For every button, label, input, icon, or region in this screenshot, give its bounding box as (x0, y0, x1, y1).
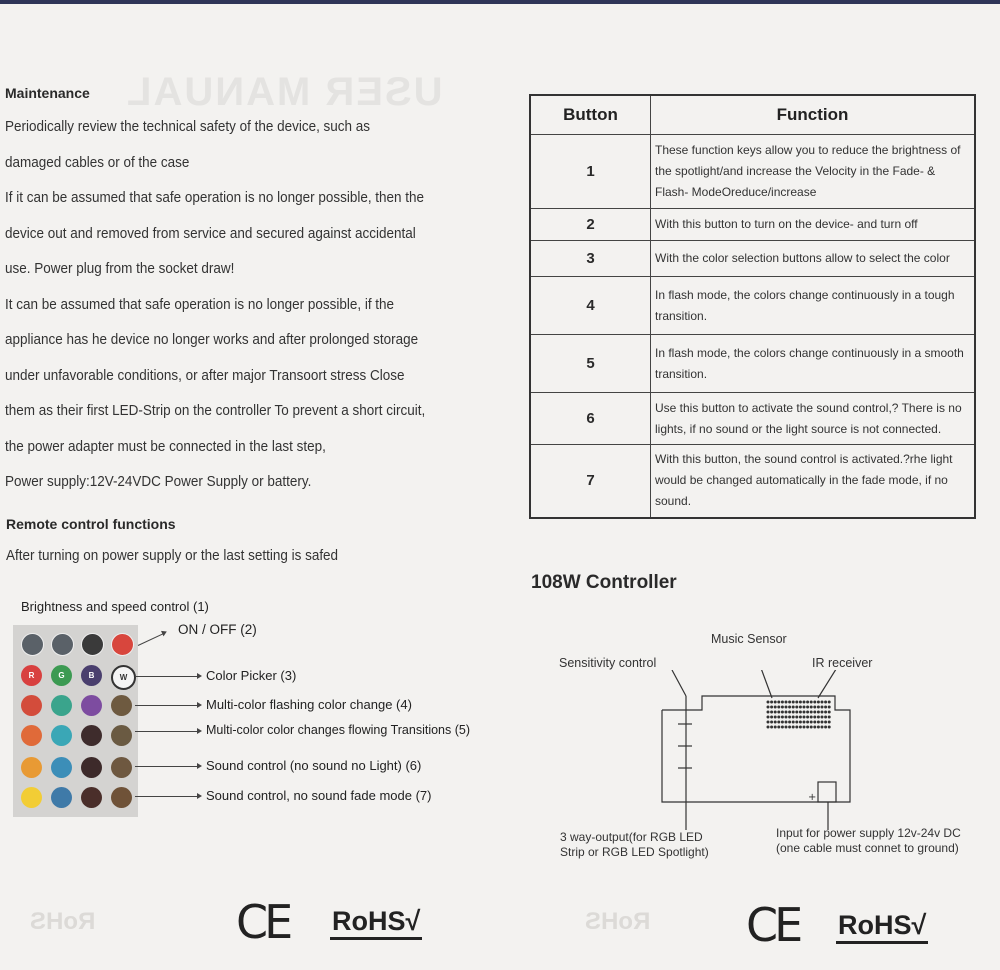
remote-color-button (51, 757, 72, 778)
label-music-sensor: Music Sensor (711, 632, 787, 646)
sensor-dot (767, 701, 770, 704)
sensor-dot (795, 721, 798, 724)
maintenance-line: If it can be assumed that safe operation is no longer possible, then the (5, 190, 425, 206)
sensor-dot (828, 711, 831, 714)
sensor-dot (810, 716, 813, 719)
remote-control-button (51, 633, 74, 656)
sensor-dot (792, 716, 795, 719)
sensor-dot (810, 726, 813, 729)
bleed-through-text: USER MANUAL (125, 70, 443, 114)
sensor-dot (813, 716, 816, 719)
sensor-dot (821, 701, 824, 704)
remote-color-button (81, 787, 102, 808)
label-flowing: Multi-color color changes flowing Transitions (5) (206, 723, 470, 737)
sensor-dot (824, 716, 827, 719)
sensor-dot (777, 701, 780, 704)
header-function: Function (651, 95, 976, 135)
sensor-dot (810, 701, 813, 704)
sensor-dot (781, 716, 784, 719)
sensor-dot (788, 716, 791, 719)
sensor-dot (788, 711, 791, 714)
sensor-dot (799, 726, 802, 729)
maintenance-line: appliance has he device no longer works and after prolonged storage (5, 332, 419, 348)
row-description: With this button, the sound control is activated.?rhe light would be changed automatically in the fade mode, if no sound. (651, 445, 976, 518)
row-description: In flash mode, the colors change continuously in a smooth transition. (651, 335, 976, 393)
sensor-dot (785, 706, 788, 709)
row-number: 6 (530, 393, 651, 445)
remote-intro: After turning on power supply or the last setting is safed (6, 548, 339, 564)
sensor-dot (777, 706, 780, 709)
sensor-dot (777, 711, 780, 714)
sensor-dot (824, 701, 827, 704)
sensor-dot (813, 701, 816, 704)
sensor-dot (792, 701, 795, 704)
row-number: 3 (530, 241, 651, 277)
sensor-dot (806, 706, 809, 709)
sensor-dot (813, 711, 816, 714)
sensor-dot (785, 716, 788, 719)
maintenance-text (5, 110, 457, 501)
sensor-dot (777, 721, 780, 724)
sensor-dot (799, 706, 802, 709)
maintenance-line: them as their first LED-Strip on the controller To prevent a short circuit, (5, 403, 426, 419)
row-number: 2 (530, 209, 651, 241)
table-header-row (530, 95, 975, 135)
sensor-dot (781, 721, 784, 724)
ce-mark-icon: CE (746, 898, 800, 952)
row-description: In flash mode, the colors change continuously in a tough transition. (651, 277, 976, 335)
sensor-dot (795, 701, 798, 704)
sensor-dot (806, 711, 809, 714)
table-row (530, 393, 975, 445)
sensor-dot (817, 706, 820, 709)
remote-color-button: G (51, 665, 72, 686)
maintenance-line: the power adapter must be connected in the last step, (5, 438, 326, 455)
sensor-dot (788, 721, 791, 724)
label-brightness: Brightness and speed control (1) (21, 599, 209, 614)
sensor-dot (795, 716, 798, 719)
sensor-dot (821, 716, 824, 719)
sensor-dot (828, 716, 831, 719)
table-row (530, 445, 975, 518)
remote-color-button: W (111, 665, 136, 690)
maintenance-line: It can be assumed that safe operation is no longer possible, if the (5, 296, 395, 313)
sensor-dot (817, 716, 820, 719)
sensor-dot (774, 721, 777, 724)
remote-color-button (51, 695, 72, 716)
remote-color-button (81, 725, 102, 746)
sensor-dot (824, 706, 827, 709)
sensor-dot (817, 721, 820, 724)
table-row (530, 277, 975, 335)
sensor-dot (785, 711, 788, 714)
sensor-dot (781, 706, 784, 709)
remote-color-button (111, 757, 132, 778)
sensor-dot (813, 721, 816, 724)
sensor-dot (821, 711, 824, 714)
sensor-dot (810, 706, 813, 709)
arrow-sound-fade (135, 796, 198, 797)
sensor-dot (770, 726, 773, 729)
sensor-dot (792, 721, 795, 724)
label-flash: Multi-color flashing color change (4) (206, 697, 412, 712)
sensor-dot (767, 726, 770, 729)
row-description: These function keys allow you to reduce the brightness of the spotlight/and increase the Velocity in the Fade- & Flash- ModeOreduce/increase (651, 135, 976, 209)
sensor-dot (792, 711, 795, 714)
sensor-dot (767, 721, 770, 724)
label-sensitivity: Sensitivity control (559, 656, 657, 670)
sensor-dot (795, 726, 798, 729)
sensor-dot (795, 706, 798, 709)
sensor-dot (770, 711, 773, 714)
sensor-dot (774, 711, 777, 714)
sensor-dot (770, 716, 773, 719)
sensor-dot (792, 706, 795, 709)
sensor-dot (795, 711, 798, 714)
sensor-dot (788, 726, 791, 729)
sensor-dot (767, 716, 770, 719)
row-number: 1 (530, 135, 651, 209)
remote-control-button (111, 633, 134, 656)
controller-heading: 108W Controller (531, 572, 677, 593)
sensor-dot (828, 726, 831, 729)
sensor-dot (803, 726, 806, 729)
remote-control-image (13, 625, 138, 817)
maintenance-line: use. Power plug from the socket draw! (5, 261, 235, 277)
sensor-dot (824, 726, 827, 729)
bleed-through-mark: RoHS (30, 908, 96, 935)
sensor-dot (785, 726, 788, 729)
remote-color-button (111, 725, 132, 746)
maintenance-line: device out and removed from service and secured against accidental (5, 225, 416, 242)
sensor-dot (803, 716, 806, 719)
sensor-dot (817, 701, 820, 704)
sensor-dot (817, 711, 820, 714)
sensor-dot (781, 711, 784, 714)
maintenance-line: Power supply:12V-24VDC Power Supply or battery. (5, 474, 312, 490)
remote-control-button (81, 633, 104, 656)
svg-text:+|: +| (808, 792, 820, 803)
sensor-dot (774, 716, 777, 719)
sensor-dot (788, 701, 791, 704)
sensor-dot (803, 706, 806, 709)
label-output: 3 way-output(for RGB LED Strip or RGB LED Spotlight) (560, 830, 709, 859)
label-color-picker: Color Picker (3) (206, 668, 297, 683)
sensor-dot (777, 726, 780, 729)
remote-color-button (81, 757, 102, 778)
arrow-flowing (135, 731, 198, 732)
remote-color-button (21, 725, 42, 746)
sensor-dot (799, 711, 802, 714)
label-sound: Sound control (no sound no Light) (6) (206, 758, 422, 773)
sensor-dot (774, 701, 777, 704)
rohs-mark-icon: RoHS√ (836, 910, 928, 944)
sensor-dot (774, 726, 777, 729)
remote-color-button (111, 695, 132, 716)
sensor-dot (767, 711, 770, 714)
sensor-dot (828, 721, 831, 724)
sensor-dot (770, 706, 773, 709)
maintenance-line: damaged cables or of the case (5, 154, 190, 171)
sensor-dot (792, 726, 795, 729)
sensor-dot (767, 706, 770, 709)
table-row (530, 135, 975, 209)
sensor-dot (806, 721, 809, 724)
remote-color-button: R (21, 665, 42, 686)
row-number: 7 (530, 445, 651, 518)
remote-color-button: B (81, 665, 102, 686)
row-number: 4 (530, 277, 651, 335)
sensor-dot (806, 726, 809, 729)
sensor-dot (788, 706, 791, 709)
header-button: Button (530, 95, 651, 135)
sensor-dot (824, 721, 827, 724)
label-ir-receiver: IR receiver (812, 656, 873, 670)
sensor-dot (817, 726, 820, 729)
sensor-dot (821, 706, 824, 709)
remote-color-button (51, 787, 72, 808)
table-row (530, 335, 975, 393)
maintenance-line: under unfavorable conditions, or after major Transoort stress Close (5, 367, 405, 384)
sensor-dot (828, 706, 831, 709)
row-description: Use this button to activate the sound control,? There is no lights, if no sound or the light source is not connected. (651, 393, 976, 445)
arrow-sound (135, 766, 198, 767)
sensor-dot (810, 711, 813, 714)
sensor-dot (777, 716, 780, 719)
row-description: With the color selection buttons allow to select the color (651, 241, 976, 277)
sensor-dot (813, 726, 816, 729)
sensor-dot (803, 701, 806, 704)
label-sound-fade: Sound control, no sound fade mode (7) (206, 788, 432, 803)
remote-heading: Remote control functions (6, 516, 176, 532)
arrow-color-picker (135, 676, 198, 677)
sensor-dot (821, 726, 824, 729)
table-row (530, 209, 975, 241)
sensor-dot (810, 721, 813, 724)
top-border (0, 0, 1000, 4)
sensor-dot (774, 706, 777, 709)
label-input: Input for power supply 12v-24v DC (one cable must connet to ground) (776, 826, 961, 855)
row-description: With this button to turn on the device- and turn off (651, 209, 976, 241)
sensor-dot (828, 701, 831, 704)
rohs-mark-icon: RoHS√ (330, 906, 422, 940)
bleed-through-mark: RoHS (585, 908, 651, 935)
sensor-dot (806, 701, 809, 704)
sensor-dot (806, 716, 809, 719)
remote-color-button (51, 725, 72, 746)
function-table (529, 94, 976, 519)
remote-color-button (21, 757, 42, 778)
row-number: 5 (530, 335, 651, 393)
sensor-dot (821, 721, 824, 724)
sensor-dot (785, 721, 788, 724)
sensor-dot (799, 721, 802, 724)
sensor-dot (803, 721, 806, 724)
sensor-dot (803, 711, 806, 714)
sensor-dot (799, 701, 802, 704)
ce-mark-icon: CE (236, 895, 290, 949)
arrow-onoff (138, 633, 164, 646)
maintenance-line: Periodically review the technical safety of the device, such as (5, 119, 371, 135)
sensor-dot (770, 721, 773, 724)
remote-color-button (81, 695, 102, 716)
sensor-dot (781, 726, 784, 729)
remote-color-button (21, 695, 42, 716)
label-onoff: ON / OFF (2) (178, 622, 257, 637)
sensor-dot (785, 701, 788, 704)
sensor-dot (813, 706, 816, 709)
arrow-flash (135, 705, 198, 706)
sensor-dot (770, 701, 773, 704)
remote-control-button (21, 633, 44, 656)
remote-color-button (111, 787, 132, 808)
table-row (530, 241, 975, 277)
controller-diagram (650, 670, 860, 830)
remote-color-button (21, 787, 42, 808)
sensor-dot (824, 711, 827, 714)
sensor-dot (781, 701, 784, 704)
maintenance-heading: Maintenance (5, 85, 90, 101)
sensor-dot (799, 716, 802, 719)
